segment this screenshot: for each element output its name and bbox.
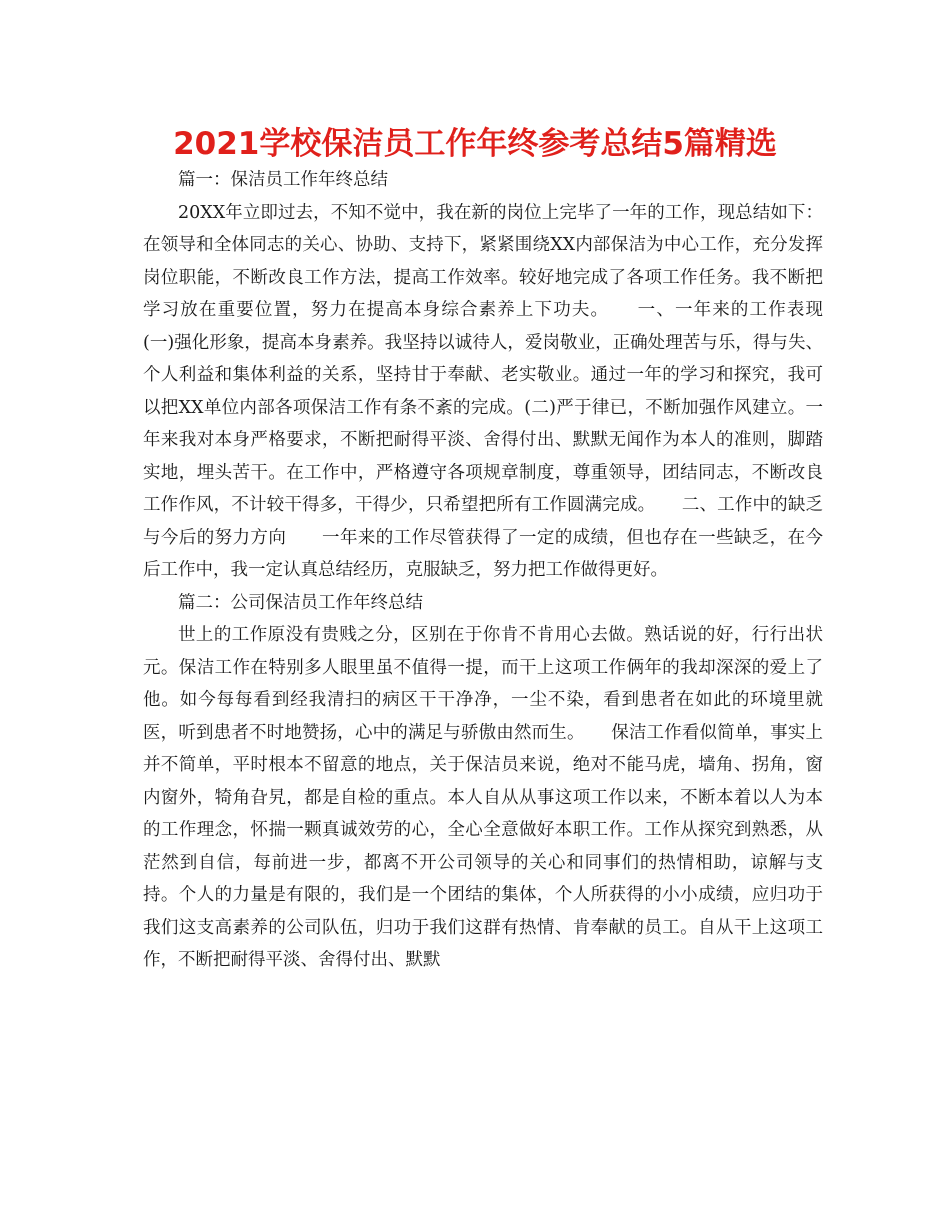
section-paragraph-1: 20XX年立即过去，不知不觉中，我在新的岗位上完毕了一年的工作，现总结如下：在领导和全体同志的关心、协助、支持下，紧紧围绕XX内部保洁为中心工作，充分发挥岗位职能，不断改良工作方法，提高工作效率。较好地完成了各项工作任务。我不断把学习放在重要位置，努力在提高本身综合素养上下功夫。 一、一年来的工作表现 (一)强化形象，提高本身素养。我坚持以诚待人，爱岗敬业，正确处理苦与乐，得与失、个人利益和集体利益的关系，坚持甘于奉献、老实敬业。通过一年的学习和探究，我可以把XX单位内部各项保洁工作有条不紊的完成。(二)严于律已，不断加强作风建立。一年来我对本身严格要求，不断把耐得平淡、舍得付出、默默无闻作为本人的准则，脚踏实地，埋头苦干。在工作中，严格遵守各项规章制度，尊重领导，团结同志，不断改良工作作风，不计较干得多，干得少，只希望把所有工作圆满完成。 二、工作中的缺乏与今后的努力方向 一年来的工作尽管获得了一定的成绩，但也存在一些缺乏，在今后工作中，我一定认真总结经历，克服缺乏，努力把工作做得更好。	[143, 202, 858, 580]
document-title: 2021学校保洁员工作年终参考总结5篇精选	[173, 126, 777, 162]
document-body	[143, 164, 858, 977]
section-heading-2: 篇二：公司保洁员工作年终总结	[178, 592, 423, 613]
section-heading-1: 篇一：保洁员工作年终总结	[178, 170, 388, 190]
section-paragraph-2: 世上的工作原没有贵贱之分，区别在于你肯不肯用心去做。熟话说的好，行行出状元。保洁工作在特别多人眼里虽不值得一提，而干上这项工作俩年的我却深深的爱上了他。如今每每看到经我清扫的病区干干净净，一尘不染，看到患者在如此的环境里就医，听到患者不时地赞扬，心中的满足与骄傲由然而生。 保洁工作看似简单，事实上并不简单，平时根本不留意的地点，关于保洁员来说，绝对不能马虎，墙角、拐角，窗内窗外，犄角旮旯，都是自检的重点。本人自从从事这项工作以来，不断本着以人为本的工作理念，怀揣一颗真诚效劳的心，全心全意做好本职工作。工作从探究到熟悉，从茫然到自信，每前进一步，都离不开公司领导的关心和同事们的热情相助，谅解与支持。个人的力量是有限的，我们是一个团结的集体，个人所获得的小小成绩，应归功于我们这支高素养的公司队伍，归功于我们这群有热情、肯奉献的员工。自从干上这项工作，不断把耐得平淡、舍得付出、默默	[143, 625, 823, 970]
